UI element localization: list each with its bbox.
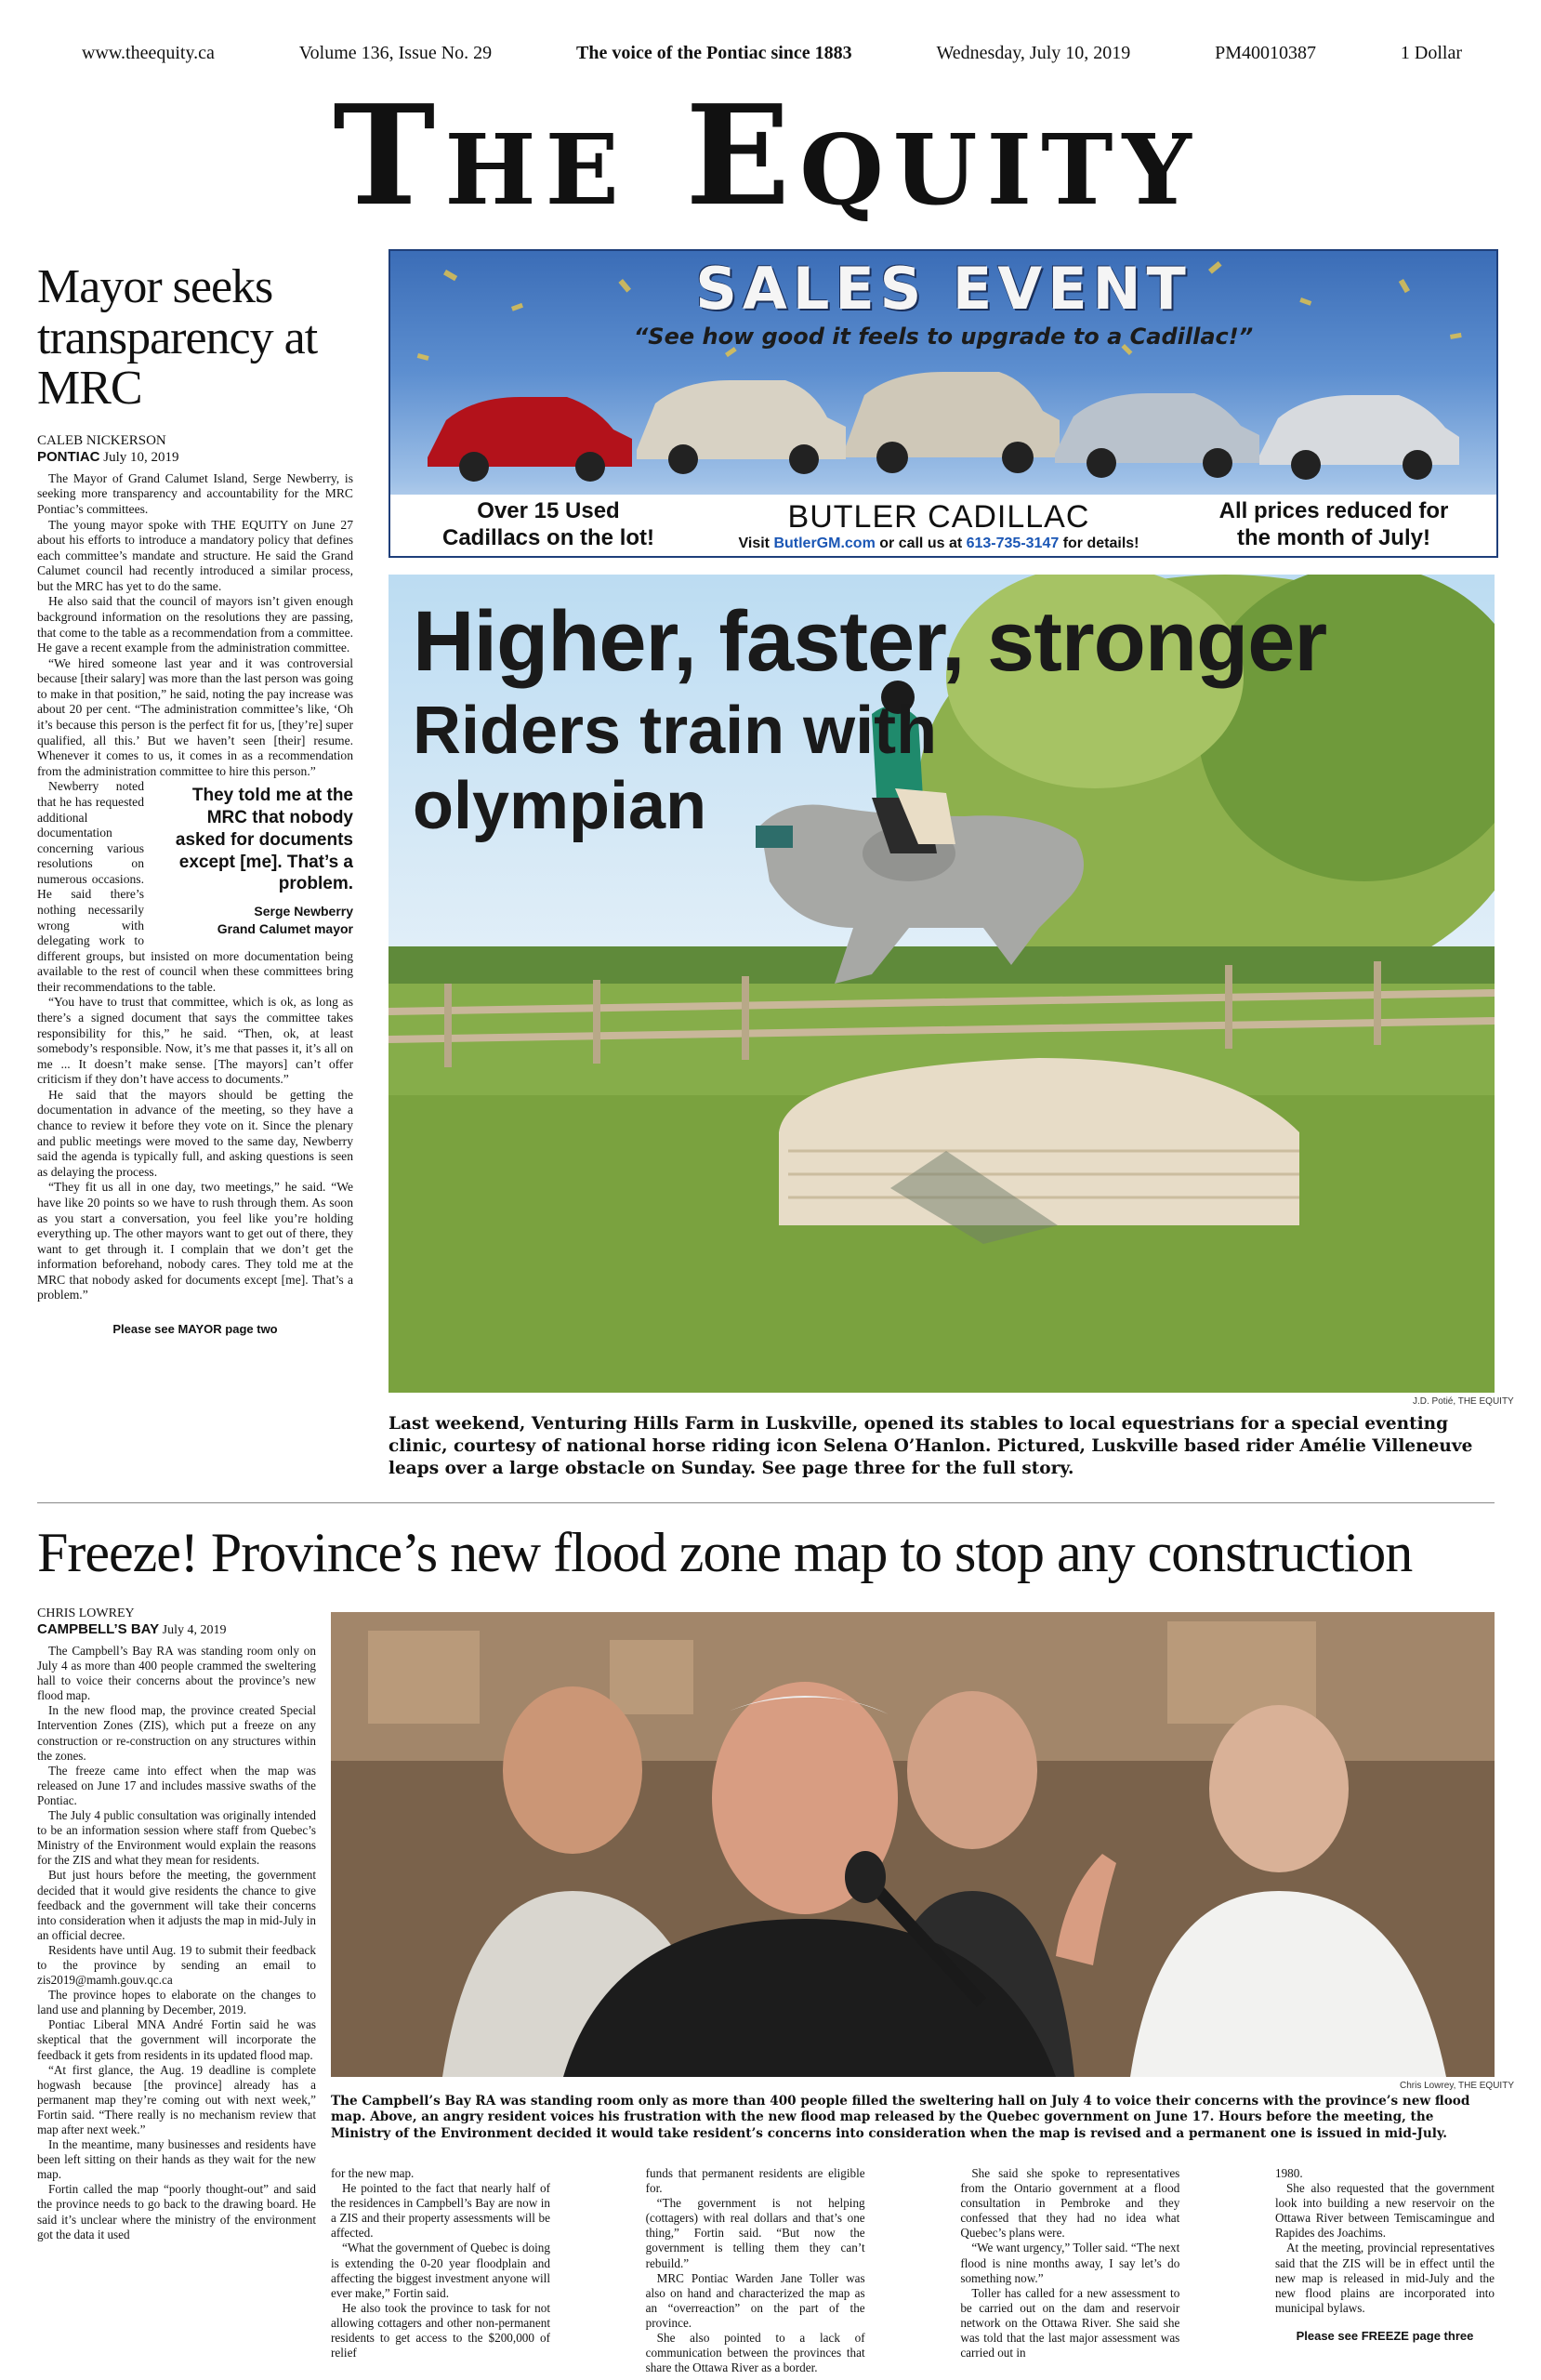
pullquote-name: Serge Newberry — [254, 904, 353, 919]
second-body — [37, 1644, 316, 2242]
masthead — [70, 74, 1464, 236]
newspaper-name: The Equity — [333, 74, 1201, 236]
section-divider — [37, 1502, 1495, 1503]
lead-paragraph: The Mayor of Grand Calumet Island, Serge Newberry, is seeking more transparency and accountability for the MRC Pontiac’s committees. — [37, 470, 353, 516]
story-paragraph: Residents have until Aug. 19 to submit their feedback to the province by sending an email to zis2019@mamh.gouv.qc.ca — [37, 1942, 316, 1988]
story-paragraph: She also requested that the government look into building a new reservoir on the Ottawa River between Temiscamingue and Rapides des Joachims. — [1274, 2181, 1495, 2241]
story-paragraph: “We want urgency,” Toller said. “The next flood is nine months away, I say let’s do something now.” — [960, 2241, 1180, 2285]
visit-mid: or call us at — [875, 535, 967, 551]
story-column — [646, 2166, 865, 2375]
dealer-name: BUTLER CADILLAC — [787, 498, 1090, 535]
byline: CALEB NICKERSON — [37, 432, 166, 448]
story-paragraph: “What the government of Quebec is doing is extending the 0-20 year floodplain and affecting the biggest investment anyone will ever make,” Fortin said. — [331, 2241, 550, 2300]
photo-credit: Chris Lowrey, THE EQUITY — [1400, 2081, 1514, 2091]
issue-date: Wednesday, July 10, 2019 — [936, 42, 1131, 63]
top-info-bar — [82, 37, 1462, 69]
story-paragraph: Pontiac Liberal MNA André Fortin said he was skeptical that the government will incorporate the feedback it gets from residents in its updated flood map. — [37, 2017, 316, 2062]
story-paragraph: Fortin called the map “poorly thought-out” and said the province needs to go back to the drawing board. He said it’s unclear where the ministry of the environment got the data it used — [37, 2182, 316, 2241]
story-paragraph: “At first glance, the Aug. 19 deadline is complete hogwash because [the province] already has a permanent map they’re coming out with next week,” Fortin said. “There really is no mechanism review that map after next week.” — [37, 2062, 316, 2136]
second-story-columns — [331, 2166, 1495, 2375]
story-paragraph: The freeze came into effect when the map was released on June 17 and includes massive swaths of the Pontiac. — [37, 1763, 316, 1807]
visit-suffix: for details! — [1059, 535, 1139, 551]
lead-paragraph: Newberry noted that he has requested additional documentation concerning various resolutions on numerous occasions. He said there’s nothing necessarily wrong with delegating work to different groups, but insisted on more documentation being available to the rest of council when these committees bring their recommendations to the table. — [37, 779, 353, 994]
lead-body — [37, 471, 353, 1303]
pullquote-title: Grand Calumet mayor — [217, 920, 353, 936]
lead-paragraph: He also said that the council of mayors isn’t given enough background information on the resolutions they are passing, that come to the table as a recommendation from a committee. He gave a recent example from the administration committee. — [37, 594, 353, 655]
pullquote-attribution — [153, 903, 353, 938]
motto: The voice of the Pontiac since 1883 — [576, 42, 852, 63]
story-paragraph: He pointed to the fact that nearly half of the residences in Campbell’s Bay are now in a ZIS and their property assessments will be affected. — [331, 2181, 550, 2241]
lead-headline[interactable]: Mayor seeks transparency at MRC — [37, 260, 318, 416]
visit-prefix: Visit — [738, 535, 774, 551]
story-paragraph: But just hours before the meeting, the government decided that it would give residents the chance to give feedback and the government will take their concerns into consideration when it adjusts the map in mid-July in an official decree. — [37, 1868, 316, 1942]
feature-headline — [413, 594, 1327, 843]
story-paragraph: In the new flood map, the province created Special Intervention Zones (ZIS), which put a freeze on any construction or re-construction on any structures within the zones. — [37, 1703, 316, 1763]
feature-headline-sub[interactable]: Riders train with olympian — [413, 694, 938, 843]
price: 1 Dollar — [1400, 42, 1462, 63]
lead-story — [37, 262, 353, 1336]
dateline — [37, 449, 353, 466]
ad-dealer-block — [739, 499, 1139, 552]
lead-jump-link[interactable]: Please see MAYOR page two — [112, 1322, 278, 1336]
lead-paragraph: “They fit us all in one day, two meetings,” he said. “We have like 20 points so we have to rush through them. As soon as you start a conversation, you feel like you’re holding everything up. The other mayors want to get out of there, they want to get through it. I complain that we don’t get the information beforehand, nobody cares. They told me at the MRC that nobody asked for documents except [me]. That’s a problem.” — [37, 1180, 353, 1302]
second-story-left-column — [37, 1606, 316, 2242]
second-jump-link[interactable]: Please see FREEZE page three — [1296, 2328, 1474, 2343]
story-paragraph: The July 4 public consultation was originally intended to be an information session where staff from Quebec’s Ministry of the Environment would explain the reasons for the ZIS and what they mean for residents. — [37, 1808, 316, 1868]
meeting-photo[interactable] — [331, 1612, 1495, 2077]
lead-paragraph: “We hired someone last year and it was controversial because [their salary] was more than the last person was going to make in that position,” he said, noting the pay increase was about 20 per cent. “The administration committee’s like, ‘Oh it’s because this person is the perfect fit for us, [they’re] super qualified, all this.’ But we haven’t seen [their] resume. Whenever it comes to us, it comes in as a recommendation from the administration committee to hire this person.” — [37, 655, 353, 778]
dealer-website-link[interactable]: ButlerGM.com — [773, 535, 876, 551]
story-column — [960, 2166, 1179, 2375]
lead-paragraph: He said that the mayors should be getting the documentation in advance of the meeting, so they have a chance to review it before they vote on it. Since the plenary and public meetings were moved to the same day, Newberry said the agenda is typically full, and asking questions is seen as delaying the process. — [37, 1087, 353, 1179]
ad-footer — [390, 495, 1496, 556]
dateline-location: CAMPBELL’S BAY — [37, 1621, 160, 1637]
story-column — [1275, 2166, 1495, 2375]
volume-issue: Volume 136, Issue No. 29 — [298, 42, 493, 63]
car-image — [428, 397, 632, 482]
story-paragraph: 1980. — [1274, 2166, 1303, 2180]
ad-used-cars-text: Over 15 Used Cadillacs on the lot! — [441, 498, 655, 550]
publication-code: PM40010387 — [1215, 42, 1317, 63]
dealer-phone-link[interactable]: 613-735-3147 — [966, 535, 1060, 551]
story-paragraph: MRC Pontiac Warden Jane Toller was also on hand and characterized the map as an “overreaction” on the part of the province. — [645, 2270, 865, 2330]
ad-tagline: “See how good it feels to upgrade to a Cadillac!” — [633, 324, 1254, 350]
story-paragraph: The Campbell’s Bay RA was standing room only on July 4 as more than 400 people crammed the sweltering hall to voice their concerns about the province’s new flood map. — [37, 1644, 316, 1703]
story-paragraph: The province hopes to elaborate on the changes to land use and planning by December, 2019. — [37, 1988, 316, 2017]
dateline-date: July 4, 2019 — [162, 1623, 227, 1637]
feature-caption: Last weekend, Venturing Hills Farm in Luskville, opened its stables to local equestrians for a special eventing clinic, courtesy of national horse riding icon Selena O’Hanlon. Pictured, Luskville based rider Amélie Villeneuve leaps over a large obstacle on Sunday. See page three for the full story. — [389, 1414, 1473, 1479]
ad-title: SALES EVENT — [695, 255, 1192, 323]
dateline — [37, 1621, 316, 1638]
byline: CHRIS LOWREY — [37, 1606, 135, 1620]
angry-resident-photo — [331, 1612, 1495, 2077]
dealer-contact — [739, 536, 1139, 552]
photo-credit: J.D. Potié, THE EQUITY — [1413, 1396, 1514, 1407]
dateline-date: July 10, 2019 — [103, 449, 179, 465]
story-paragraph: He also took the province to task for not allowing cottagers and other non-permanent residents to get access to the $200,000 of relief — [331, 2300, 550, 2360]
pullquote-text: They told me at the MRC that nobody asked for documents except [me]. That’s a problem. — [175, 786, 353, 894]
story-column — [331, 2166, 550, 2375]
story-paragraph: “The government is not helping (cottagers) with real dollars and that’s one thing,” Fortin said. “But now the government is telling them they can’t rebuild.” — [645, 2196, 865, 2270]
story-paragraph: At the meeting, provincial representatives said that the ZIS will be in effect until the new map is released in mid-July and the new flood plains are incorporated into municipal bylaws. — [1274, 2241, 1495, 2315]
feature-photo[interactable] — [389, 575, 1495, 1393]
pullquote — [153, 785, 353, 938]
story-paragraph: for the new map. — [331, 2166, 415, 2180]
feature-headline-main[interactable]: Higher, faster, stronger — [413, 594, 1327, 689]
story-paragraph: She also pointed to a lack of communication between the provinces that share the Ottawa River as a border. — [645, 2331, 865, 2375]
car-image — [637, 380, 846, 474]
lead-paragraph: The young mayor spoke with THE EQUITY on June 27 about his efforts to introduce a mandatory policy that defines each committee’s mandate and structure. He said the Grand Calumet council had recently introduced a similar process, but the MRC has yet to do the same. — [37, 517, 353, 593]
car-image — [1259, 395, 1459, 480]
car-image — [1055, 393, 1259, 478]
story-paragraph: Toller has called for a new assessment to be carried out on the dam and reservoir network on the Ottawa River. She said she was told that the last major assessment was carried out in — [960, 2285, 1180, 2360]
lead-paragraph: “You have to trust that committee, which is ok, as long as there’s a signed document that says the committee takes responsibility for this,” he said. “Then, ok, at least somebody’s responsible. Now, it’s me that passes it, it’s all on me ... It doesn’t make sense. [The mayors] can’t offer criticism if they don’t have access to documents.” — [37, 995, 353, 1087]
story-paragraph: She said she spoke to representatives from the Ontario government at a flood consultation in Pembroke and they confessed that they had no idea what Quebec’s plans were. — [960, 2166, 1180, 2241]
car-image — [846, 372, 1060, 473]
ad-price-text: All prices reduced for the month of July! — [1218, 498, 1449, 550]
cadillac-ad[interactable] — [389, 249, 1498, 558]
website-link[interactable]: www.theequity.ca — [82, 42, 215, 63]
second-headline[interactable]: Freeze! Province’s new flood zone map to stop any construction — [37, 1522, 1413, 1583]
car-lineup — [418, 355, 1469, 495]
pullquote-wrap — [37, 779, 353, 995]
dateline-location: PONTIAC — [37, 448, 100, 465]
story-paragraph: funds that permanent residents are eligible for. — [645, 2166, 865, 2196]
story-paragraph: In the meantime, many businesses and residents have been left sitting on their hands as they wait for the new map. — [37, 2137, 316, 2182]
meeting-caption: The Campbell’s Bay RA was standing room only as more than 400 people filled the sweltering hall on July 4 to voice their concerns with the province’s new flood map. Above, an angry resident voices his frustration with the new flood map released by the Quebec government on June 17. Hours before the meeting, the Ministry of the Environment decided it would take resident’s concerns into consideration when the map is revised and a permanent one is issued in mid-July. — [331, 2094, 1470, 2141]
